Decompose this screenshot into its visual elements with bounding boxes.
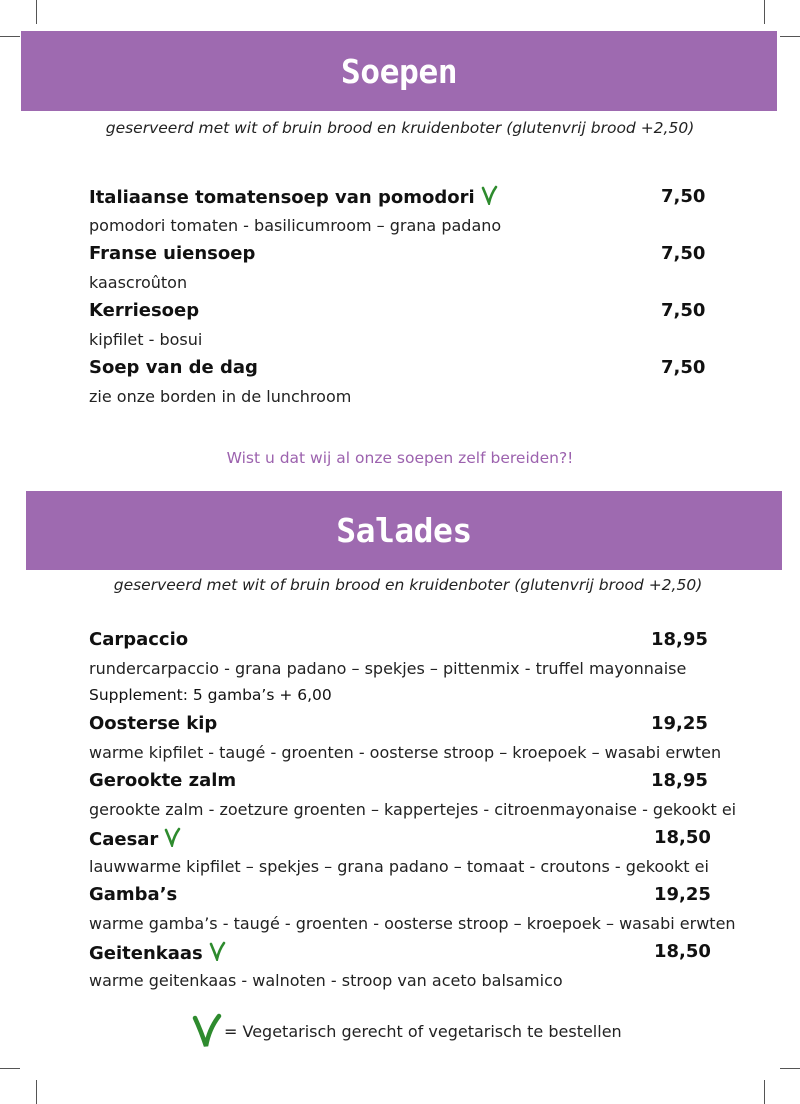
vegetarian-legend: [192, 1013, 622, 1049]
salades-banner: [26, 491, 782, 570]
menu-item-description: warme geitenkaas - walnoten - stroop van aceto balsamico: [89, 971, 563, 990]
vegetarian-leaf-icon: [209, 941, 226, 961]
vegetarian-leaf-icon: [481, 185, 498, 205]
crop-mark: [780, 1068, 800, 1069]
menu-item-description: warme gamba’s - taugé - groenten - oosterse stroop – kroepoek – wasabi erwten: [89, 914, 736, 933]
menu-item-name: Caesar: [89, 827, 181, 850]
crop-mark: [780, 36, 800, 37]
menu-item-description: gerookte zalm - zoetzure groenten – kappertejes - citroenmayonaise - gekookt ei: [89, 800, 737, 819]
menu-item-name: Gamba’s: [89, 884, 178, 905]
menu-item-supplement: Supplement: 5 gamba’s + 6,00: [89, 686, 332, 704]
menu-item-name: Kerriesoep: [89, 300, 200, 321]
menu-item-name: Gerookte zalm: [89, 770, 237, 791]
menu-item-price: 18,50: [654, 941, 711, 962]
menu-item-price: 19,25: [654, 884, 711, 905]
menu-item-price: 7,50: [661, 243, 706, 264]
menu-item-description: zie onze borden in de lunchroom: [89, 387, 352, 406]
menu-item-description: kaascroûton: [89, 273, 188, 292]
crop-mark: [764, 1080, 765, 1104]
menu-item-description: rundercarpaccio - grana padano – spekjes – pittenmix - truffel mayonnaise: [89, 659, 687, 678]
menu-item-price: 18,95: [651, 629, 708, 650]
menu-item-price: 19,25: [651, 713, 708, 734]
menu-item-name: Soep van de dag: [89, 357, 258, 378]
menu-item-name: Geitenkaas: [89, 941, 226, 964]
vegetarian-leaf-icon: [164, 827, 181, 847]
section-subtitle: geserveerd met wit of bruin brood en kruidenboter (glutenvrij brood +2,50): [105, 119, 695, 137]
menu-item-price: 7,50: [661, 300, 706, 321]
section-subtitle: geserveerd met wit of bruin brood en kruidenboter (glutenvrij brood +2,50): [113, 576, 703, 594]
menu-item-price: 18,95: [651, 770, 708, 791]
menu-item-price: 7,50: [661, 357, 706, 378]
menu-item-name: Italiaanse tomatensoep van pomodori: [89, 185, 498, 208]
menu-item-price: 18,50: [654, 827, 711, 848]
vegetarian-leaf-icon: [192, 1013, 222, 1049]
menu-item-description: warme kipfilet - taugé - groenten - oosterse stroop – kroepoek – wasabi erwten: [89, 743, 722, 762]
section-note: Wist u dat wij al onze soepen zelf bereiden?!: [226, 449, 574, 467]
crop-mark: [0, 36, 20, 37]
menu-item-description: pomodori tomaten - basilicumroom – grana padano: [89, 216, 502, 235]
legend-text: = Vegetarisch gerecht of vegetarisch te bestellen: [224, 1021, 622, 1041]
menu-item-description: kipfilet - bosui: [89, 330, 203, 349]
menu-item-description: lauwwarme kipfilet – spekjes – grana padano – tomaat - croutons - gekookt ei: [89, 857, 709, 876]
crop-mark: [36, 0, 37, 24]
menu-item-name: Oosterse kip: [89, 713, 218, 734]
crop-mark: [0, 1068, 20, 1069]
crop-mark: [764, 0, 765, 24]
crop-mark: [36, 1080, 37, 1104]
menu-item-name: Carpaccio: [89, 629, 189, 650]
soepen-banner: [21, 31, 777, 111]
section-title: Soepen: [340, 51, 458, 91]
menu-item-price: 7,50: [661, 186, 706, 207]
menu-item-name: Franse uiensoep: [89, 243, 256, 264]
section-title: Salades: [336, 511, 472, 550]
